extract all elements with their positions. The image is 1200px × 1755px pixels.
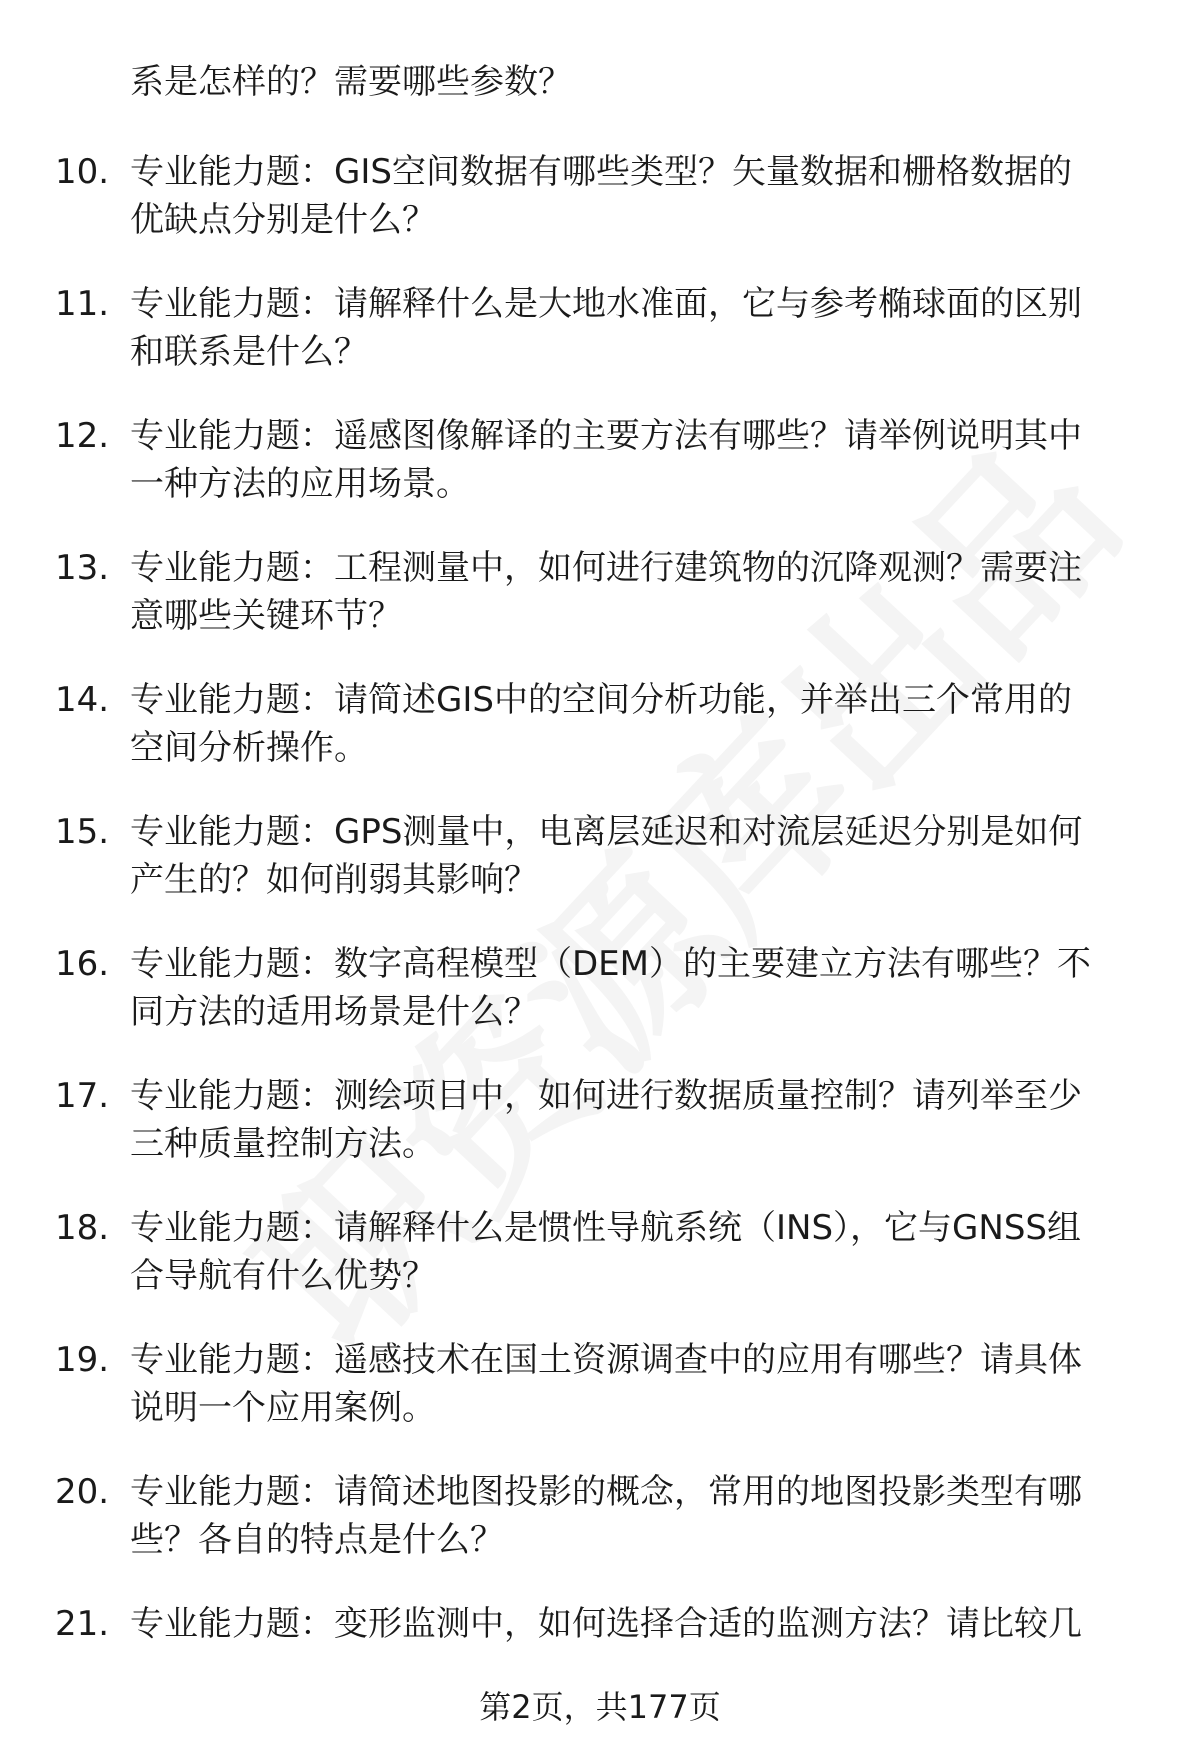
- question-text: [130, 1468, 1160, 1564]
- question-number: 10.: [55, 152, 110, 192]
- question-line: 专业能力题：遥感图像解译的主要方法有哪些？请举例说明其中: [130, 416, 1082, 456]
- question-list: [0, 148, 1200, 1732]
- question-line: 专业能力题：GIS空间数据有哪些类型？矢量数据和栅格数据的: [130, 152, 1072, 192]
- question-line: 专业能力题：请简述地图投影的概念，常用的地图投影类型有哪: [130, 1472, 1082, 1512]
- question-text: [130, 280, 1160, 376]
- question-item: [0, 940, 1200, 1072]
- question-item: [0, 1204, 1200, 1336]
- question-item: [0, 544, 1200, 676]
- question-line: 专业能力题：遥感技术在国土资源调查中的应用有哪些？请具体: [130, 1340, 1082, 1380]
- question-text: [130, 940, 1160, 1036]
- question-item: [0, 148, 1200, 280]
- question-line: 专业能力题：请解释什么是大地水准面，它与参考椭球面的区别: [130, 284, 1082, 324]
- question-item: [0, 280, 1200, 412]
- question-line: 专业能力题：测绘项目中，如何进行数据质量控制？请列举至少: [130, 1076, 1082, 1116]
- question-line: 专业能力题：数字高程模型（DEM）的主要建立方法有哪些？不: [130, 944, 1091, 984]
- question-number: 11.: [55, 284, 110, 324]
- question-text: [130, 808, 1160, 904]
- continuation-text: 系是怎样的？需要哪些参数？: [130, 62, 572, 102]
- question-line: 专业能力题：请简述GIS中的空间分析功能，并举出三个常用的: [130, 680, 1072, 720]
- question-item: [0, 676, 1200, 808]
- question-text: [130, 412, 1160, 508]
- question-line: 专业能力题：请解释什么是惯性导航系统（INS），它与GNSS组: [130, 1208, 1081, 1248]
- question-line: 说明一个应用案例。: [130, 1388, 436, 1428]
- question-number: 13.: [55, 548, 110, 588]
- question-line: 同方法的适用场景是什么？: [130, 992, 538, 1032]
- question-text: [130, 1336, 1160, 1432]
- question-number: 20.: [55, 1472, 110, 1512]
- question-item: [0, 808, 1200, 940]
- question-line: 产生的？如何削弱其影响？: [130, 860, 538, 900]
- question-line: 专业能力题：变形监测中，如何选择合适的监测方法？请比较几: [130, 1604, 1082, 1644]
- question-text: [130, 1204, 1160, 1300]
- question-line: 一种方法的应用场景。: [130, 464, 470, 504]
- question-number: 15.: [55, 812, 110, 852]
- question-number: 21.: [55, 1604, 110, 1644]
- question-text: [130, 148, 1160, 244]
- question-number: 16.: [55, 944, 110, 984]
- question-number: 17.: [55, 1076, 110, 1116]
- question-line: 优缺点分别是什么？: [130, 200, 436, 240]
- question-line: 意哪些关键环节？: [130, 596, 402, 636]
- question-line: 三种质量控制方法。: [130, 1124, 436, 1164]
- question-number: 12.: [55, 416, 110, 456]
- question-line: 专业能力题：GPS测量中，电离层延迟和对流层延迟分别是如何: [130, 812, 1083, 852]
- question-text: [130, 1600, 1160, 1648]
- question-line: 和联系是什么？: [130, 332, 368, 372]
- question-line: 专业能力题：工程测量中，如何进行建筑物的沉降观测？需要注: [130, 548, 1082, 588]
- question-line: 合导航有什么优势？: [130, 1256, 436, 1296]
- question-item: [0, 1336, 1200, 1468]
- question-line: 些？各自的特点是什么？: [130, 1520, 504, 1560]
- question-item: [0, 412, 1200, 544]
- question-number: 18.: [55, 1208, 110, 1248]
- question-text: [130, 676, 1160, 772]
- question-text: [130, 1072, 1160, 1168]
- question-number: 19.: [55, 1340, 110, 1380]
- question-number: 14.: [55, 680, 110, 720]
- page-footer: 第2页，共177页: [479, 1688, 721, 1726]
- question-line: 空间分析操作。: [130, 728, 368, 768]
- question-item: [0, 1468, 1200, 1600]
- question-text: [130, 544, 1160, 640]
- question-item: [0, 1072, 1200, 1204]
